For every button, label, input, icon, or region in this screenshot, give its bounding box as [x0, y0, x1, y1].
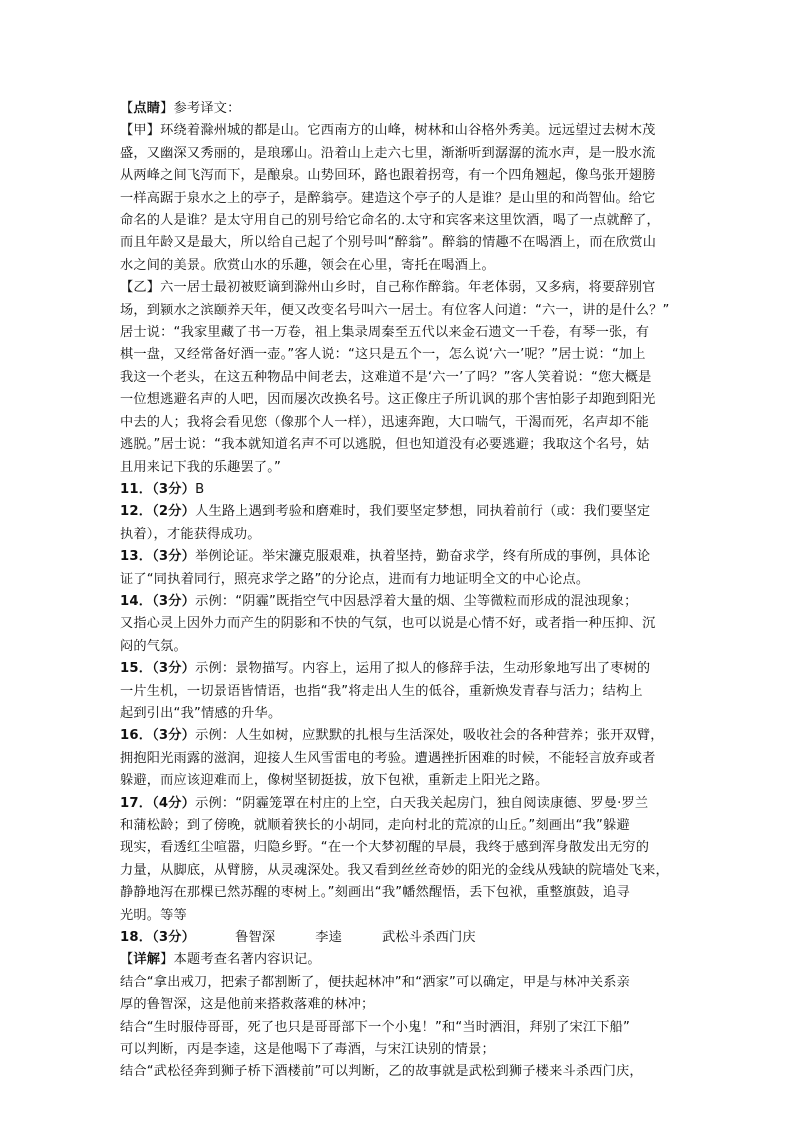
question-number: 11．（3分） — [120, 481, 196, 497]
text-line: 场，到颍水之滨颐养天年，便又改变名号叫六一居士。有位客人问道：“六一，讲的是什么？” — [120, 302, 670, 318]
text-line: 我这一个老头，在这五种物品中间老去，这难道不是‘六一’了吗？”客人笑着说：“您大概是 — [120, 369, 652, 385]
text-line: 中去的人；我将会看见您（像那个人一样），迅速奔跑，大口喘气，干渴而死，名声却不能 — [120, 414, 649, 430]
answer-yi: 武松斗杀西门庆 — [382, 930, 476, 946]
text-line: 而且年龄又是最大，所以给自己起了个别号叫“醉翁”。醉翁的情趣不在喝酒上，而在欣赏山 — [120, 235, 657, 251]
bracket-open: 【 — [120, 101, 134, 116]
answer-line — [120, 793, 680, 815]
answer-jia: 鲁智深 — [235, 930, 276, 946]
answer-line: 现实，看透红尘喧嚣，归隐乡野。“在一个大梦初醒的早晨，我终于感到浑身散发出无穷的 — [120, 840, 650, 856]
answer-line: 拥抱阳光雨露的滋润，迎接人生风雪雷电的考验。遭遇挫折困难的时候，不能轻言放弃或者 — [120, 750, 656, 766]
question-number: 15．（3分） — [120, 661, 196, 677]
text-line: 结合“武松径奔到狮子桥下酒楼前”可以判断，乙的故事就是武松到狮子楼来斗杀西门庆， — [120, 1064, 643, 1080]
answer-line: 起到引出“我”情感的升华。 — [120, 705, 282, 721]
answer-line — [120, 546, 680, 568]
detail-body — [120, 972, 680, 1084]
answer-text: 举例论证。举宋濂克服艰难，执着坚持，勤奋求学，终有所成的事例，具体论 — [195, 549, 651, 565]
answer-line: 光明。等等 — [120, 907, 187, 923]
detail-text: 本题考查名著内容识记。 — [173, 952, 321, 968]
bracket-open: 【 — [120, 952, 134, 968]
text-line: 【甲】环绕着滁州城的都是山。它西南方的山峰，树林和山谷格外秀美。远远望过去树木茂 — [120, 123, 656, 139]
answer-line — [120, 591, 680, 613]
answer-line: 躲避，而应该迎难而上，像树坚韧挺拔，放下包袱，重新走上阳光之路。 — [120, 773, 549, 789]
answer-line: 一片生机，一切景语皆情语，也指“我”将走出人生的低谷，重新焕发青春与活力；结构上 — [120, 683, 643, 699]
answer-line: 闷的气氛。 — [120, 638, 187, 654]
answer-text: 示例：景物描写。内容上，运用了拟人的修辞手法，生动形象地写出了枣树的 — [195, 661, 651, 677]
answer-16 — [120, 725, 680, 792]
text-line: 逃脱。”居士说：“我本就知道名声不可以逃脱，但也知道没有必要逃避；我取这个名号，姑 — [120, 437, 650, 453]
text-line: 从两峰之间飞泻而下，是酿泉。山势回环，路也跟着拐弯，有一个四角翘起，像鸟张开翅膀 — [120, 168, 656, 184]
text-line: 棋一盘，又经常备好酒一壶。”客人说：“这只是五个一，怎么说‘六一’呢？”居士说：“加上 — [120, 347, 646, 363]
text-line: 厚的鲁智深，这是他前来搭救落难的林冲； — [120, 997, 375, 1013]
text-line: 盛，又幽深又秀丽的，是琅琊山。沿着山上走六七里，渐渐听到潺潺的流水声，是一股水流 — [120, 145, 656, 161]
text-line: 水之间的美景。欣赏山水的乐趣，领会在心里，寄托在喝酒上。 — [120, 257, 495, 273]
text-line: 居士说：“我家里藏了书一万卷，祖上集录周秦至五代以来金石遗文一千卷，有琴一张，有 — [120, 325, 650, 341]
answer-text: 人生路上遇到考验和磨难时，我们要坚定梦想，同执着前行（或：我们要坚定 — [195, 504, 651, 520]
answer-line: 和蒲松龄；到了傍晚，就顺着狭长的小胡同，走向村北的荒凉的山丘。”刻画出“我”躲避 — [120, 818, 630, 833]
question-number: 16．（3分） — [120, 728, 196, 744]
answer-14 — [120, 591, 680, 658]
paragraph-yi — [120, 277, 680, 479]
text-line: 一位想逃避名声的人吧，因而屡次改换名号。这正像庄子所讥讽的那个害怕影子却跑到阳光 — [120, 392, 656, 408]
text-line: 可以判断，丙是李逵，这是他喝下了毒酒，与宋江诀别的情景； — [120, 1042, 495, 1058]
answer-text: 示例：“阴霾”既指空气中因悬浮着大量的烟、尘等微粒而形成的混浊现象； — [195, 593, 638, 609]
answer-11 — [120, 479, 680, 501]
question-number: 13．（3分） — [120, 549, 196, 565]
answer-line: 执着），才能获得成功。 — [120, 526, 261, 542]
bracket-close: 】 — [160, 101, 174, 116]
section-header — [120, 98, 680, 120]
answer-line: 静静地泻在那棵已然苏醒的枣树上。”刻画出“我”幡然醒悟，丢下包袱，重整旗鼓，追寻 — [120, 885, 630, 901]
question-number: 17．（4分） — [120, 795, 196, 811]
question-number: 18．（3分） — [120, 930, 196, 946]
header-text: 参考译文： — [173, 101, 241, 116]
text-line: 【乙】六一居士最初被贬谪到滁州山乡时，自己称作醉翁。年老体弱，又多病，将要辞别官 — [120, 280, 656, 296]
answer-line: 证了“同执着同行，照亮求学之路”的分论点，进而有力地证明全文的中心论点。 — [120, 571, 590, 587]
answer-line: 力量，从脚底，从臂膀，从灵魂深处。我又看到丝丝奇妙的阳光的金线从残缺的院墙处飞来， — [120, 862, 669, 878]
text-line: 结合“生时服侍哥哥，死了也只是哥哥部下一个小鬼！”和“当时洒泪，拜别了宋江下船” — [120, 1019, 631, 1035]
text-line: 结合“拿出戒刀，把索子都割断了，便扶起林冲”和“洒家”可以确定，甲是与林冲关系亲 — [120, 974, 631, 990]
document-page — [120, 98, 680, 1084]
text-line: 命名的人是谁？是太守用自己的别号给它命名的.太守和宾客来这里饮酒，喝了一点就醉了， — [120, 213, 660, 229]
bracket-close: 】 — [160, 952, 174, 968]
answer-18 — [120, 927, 680, 949]
answer-15 — [120, 658, 680, 725]
text-line: 且用来记下我的乐趣罢了。” — [120, 459, 282, 475]
answer-bing: 李逵 — [315, 930, 343, 946]
answer-line: 又指心灵上因外力而产生的阴影和不快的气氛，也可以说是心情不好，或者指一种压抑、沉 — [120, 616, 656, 632]
xiangjie-label: 详解 — [133, 952, 161, 968]
detail-header — [120, 949, 680, 971]
paragraph-jia — [120, 120, 680, 277]
answer-12 — [120, 501, 680, 546]
answer-text: B — [195, 481, 205, 497]
answer-line — [120, 725, 680, 747]
answer-17 — [120, 793, 680, 927]
question-number: 12．（2分） — [120, 504, 196, 520]
answer-text: 示例：人生如树，应默默的扎根与生活深处，吸收社会的各种营养；张开双臂， — [195, 728, 664, 744]
answer-13 — [120, 546, 680, 591]
question-number: 14．（3分） — [120, 593, 196, 609]
answer-text: 示例：“阴霾笼罩在村庄的上空，白天我关起房门，独自阅读康德、罗曼·罗兰 — [195, 795, 649, 811]
answer-line — [120, 501, 680, 523]
dianjing-label: 点睛 — [133, 101, 161, 116]
answer-line — [120, 658, 680, 680]
text-line: 一样高踞于泉水之上的亭子，是醉翁亭。建造这个亭子的人是谁？是山里的和尚智仙。给它 — [120, 190, 656, 206]
